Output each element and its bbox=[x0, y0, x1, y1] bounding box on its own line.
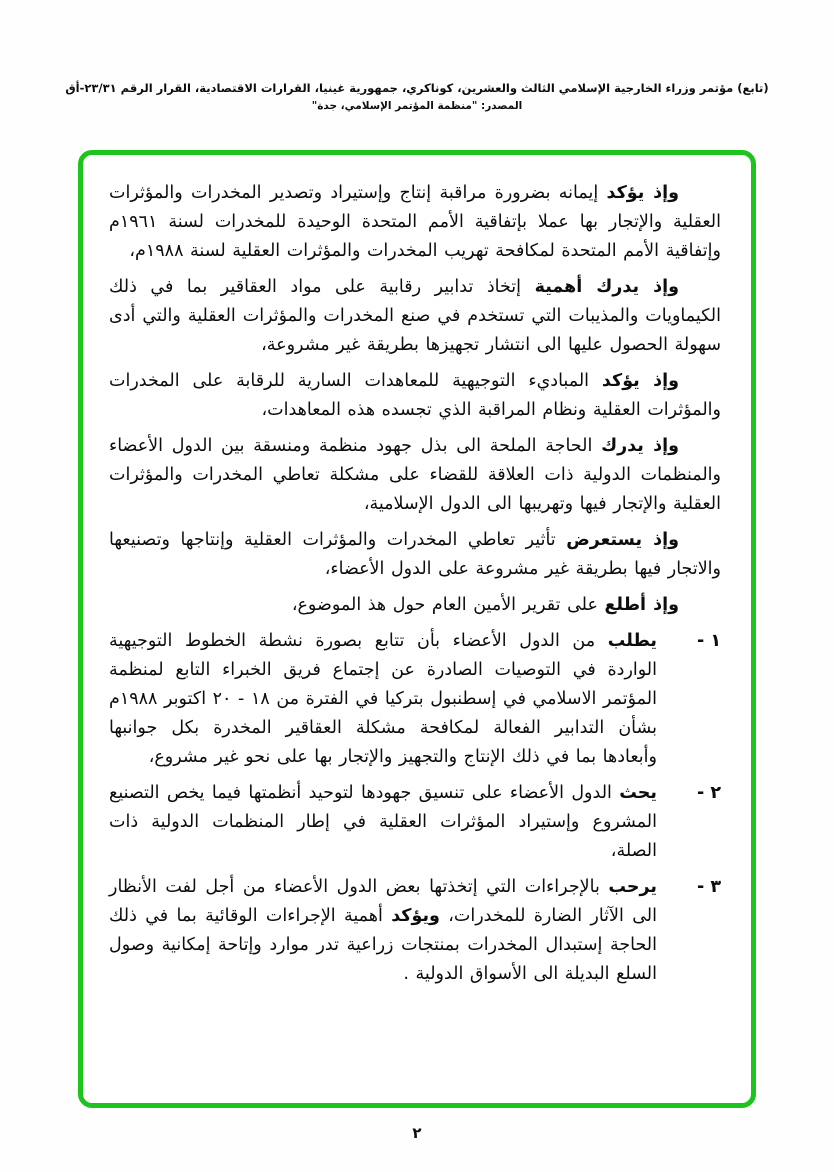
paragraph-lead: وإذ أطلع bbox=[604, 595, 679, 615]
document-header bbox=[40, 80, 794, 114]
paragraph-text: إيمانه بضرورة مراقبة إنتاج وإستيراد وتصدير المخدرات والمؤثرات العقلية والإتجار بها عملا بإتفاقية الأمم المتحدة الوحيدة للمخدرات لسنة ١٩٦١م وإتفاقية الأمم المتحدة لمكافحة تهريب المخدرات والمؤثرات العقلية لسنة ١٩٨٨م، bbox=[109, 183, 721, 261]
item-body-secondary: أهمية الإجراءات الوقائية بما في ذلك الحاجة إستبدال المخدرات بمنتجات زراعية تدر موارد وإتاحة إمكانية وصول السلع البديلة الى الأسواق الدولية . bbox=[109, 906, 657, 984]
item-lead: يطلب bbox=[607, 631, 657, 651]
header-title-line: (تابع) مؤتمر وزراء الخارجية الإسلامي الثالث والعشرين، كوناكري، جمهورية غينيا، القرارات الاقتصادية، القرار الرقم ٢٣/٣١-أق bbox=[65, 81, 769, 95]
content-frame bbox=[78, 150, 756, 1108]
paragraph bbox=[109, 273, 721, 360]
paragraph bbox=[109, 526, 721, 584]
header-source-line: المصدر: "منظمة المؤتمر الإسلامي، جدة" bbox=[311, 100, 523, 112]
page-number: ٢ bbox=[412, 1124, 422, 1142]
item-body: بالإجراءات التي إتخذتها بعض الدول الأعضاء من أجل لفت الأنظار الى الآثار الضارة للمخدرات، bbox=[109, 877, 657, 926]
paragraph bbox=[109, 432, 721, 519]
list-item bbox=[109, 779, 721, 866]
paragraph-text: على تقرير الأمين العام حول هذ الموضوع، bbox=[291, 595, 605, 615]
paragraph-text: إتخاذ تدابير رقابية على مواد العقاقير بما في ذلك الكيماويات والمذيبات التي تستخدم في صنع المخدرات والمؤثرات العقلية والتي أدى سهولة الحصول عليها الى انتشار تجهيزها بطريقة غير مشروعة، bbox=[109, 277, 721, 355]
paragraph-lead: وإذ يدرك أهمية bbox=[534, 277, 679, 297]
paragraph bbox=[109, 179, 721, 266]
paragraph bbox=[109, 591, 721, 620]
item-lead-secondary: ويؤكد bbox=[391, 906, 440, 926]
item-number: ٣ - bbox=[696, 877, 721, 897]
paragraph-lead: وإذ يدرك bbox=[601, 436, 679, 456]
list-item bbox=[109, 873, 721, 989]
paragraph-lead: وإذ يؤكد bbox=[606, 183, 680, 203]
paragraph-text: المباديء التوجيهية للمعاهدات السارية للرقابة على المخدرات والمؤثرات العقلية ونظام المراقبة الذي تجسده هذه المعاهدات، bbox=[109, 371, 721, 420]
item-body: الدول الأعضاء على تنسيق جهودها لتوحيد أنظمتها فيما يخص التصنيع المشروع وإستيراد المؤثرات العقلية في إطار المنظمات الدولية ذات الصلة، bbox=[109, 783, 657, 861]
paragraph-lead: وإذ يستعرض bbox=[566, 530, 679, 550]
item-lead: يرحب bbox=[608, 877, 657, 897]
paragraph-text: الحاجة الملحة الى بذل جهود منظمة ومنسقة بين الدول الأعضاء والمنظمات الدولية ذات العلاقة للقضاء على مشكلة تعاطي المخدرات والمؤثرات العقلية والإتجار فيها وتهريبها الى الدول الإسلامية، bbox=[109, 436, 721, 514]
item-text bbox=[109, 627, 657, 772]
paragraph bbox=[109, 367, 721, 425]
item-body: من الدول الأعضاء بأن تتابع بصورة نشطة الخطوط التوجيهية الواردة في التوصيات الصادرة عن إجتماع فريق الخبراء التابع لمنظمة المؤتمر الاسلامي في إسطنبول بتركيا في الفترة من ١٨ - ٢٠ اكتوبر ١٩٨٨م بشأن التدابير الفعالة لمكافحة مشكلة العقاقير المخدرة بكل جوانبها وأبعادها بما في ذلك الإنتاج والتجهيز والإتجار بها على نحو غير مشروع، bbox=[109, 631, 657, 767]
item-text bbox=[109, 873, 657, 989]
paragraph-text: تأثير تعاطي المخدرات والمؤثرات العقلية وإنتاجها وتصنيعها والاتجار فيها بطريقة غير مشروعة على الدول الأعضاء، bbox=[109, 530, 721, 579]
item-text bbox=[109, 779, 657, 866]
item-number: ٢ - bbox=[696, 783, 721, 803]
paragraph-lead: وإذ يؤكد bbox=[601, 371, 680, 391]
list-item bbox=[109, 627, 721, 772]
item-number: ١ - bbox=[696, 631, 721, 651]
item-lead: يحث bbox=[619, 783, 657, 803]
